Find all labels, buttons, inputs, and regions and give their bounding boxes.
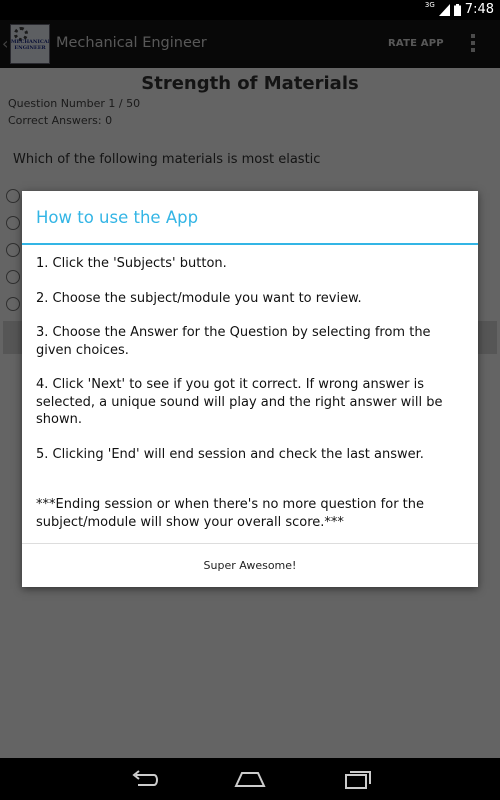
super-awesome-button[interactable]: Super Awesome! (22, 544, 478, 587)
network-type-label: 3G (424, 1, 435, 9)
dialog-body (36, 255, 466, 531)
dialog-title-divider (22, 243, 478, 245)
signal-icon (439, 4, 450, 16)
battery-icon (454, 4, 461, 16)
instruction-step-4: 4. Click 'Next' to see if you got it correct. If wrong answer is selected, a unique sound will play and the right answer will be shown. (36, 377, 443, 427)
clock: 7:48 (464, 2, 494, 17)
nav-back-icon[interactable] (124, 766, 164, 792)
instruction-step-1: 1. Click the 'Subjects' button. (36, 256, 227, 271)
system-nav-bar (0, 758, 500, 800)
instruction-step-5: 5. Clicking 'End' will end session and check the last answer. (36, 446, 424, 462)
dialog-title: How to use the App (36, 208, 199, 227)
status-icons (425, 2, 494, 17)
status-bar (0, 0, 500, 20)
nav-recents-icon[interactable] (337, 766, 377, 792)
dialog-note: ***Ending session or when there's no more question for the subject/module will show your overall score.*** (36, 497, 425, 530)
instruction-step-2: 2. Choose the subject/module you want to review. (36, 290, 362, 306)
nav-home-icon[interactable] (230, 766, 270, 792)
instruction-step-3: 3. Choose the Answer for the Question by selecting from the given choices. (36, 325, 431, 358)
how-to-dialog (22, 191, 478, 587)
